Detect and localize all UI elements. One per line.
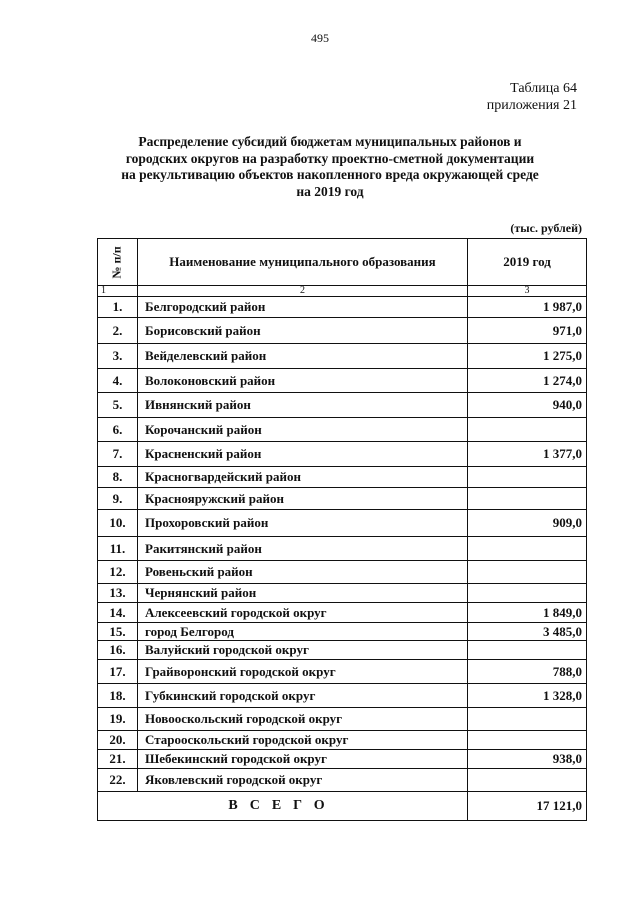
subsidy-value: 1 274,0 bbox=[468, 369, 587, 393]
subsidy-value: 1 275,0 bbox=[468, 344, 587, 369]
municipality-name: Старооскольский городской округ bbox=[138, 731, 468, 750]
table-reference bbox=[487, 80, 577, 114]
table-row bbox=[98, 369, 587, 393]
table-header-row bbox=[98, 239, 587, 286]
municipality-name: Вейделевский район bbox=[138, 344, 468, 369]
document-title bbox=[80, 134, 580, 200]
table-row bbox=[98, 731, 587, 750]
table-ref-line2: приложения 21 bbox=[486, 98, 577, 113]
municipality-name: Грайворонский городской округ bbox=[138, 660, 468, 684]
municipality-name: Ракитянский район bbox=[138, 537, 468, 561]
table-row bbox=[98, 769, 587, 792]
municipality-name: Ровеньский район bbox=[138, 561, 468, 584]
header-value: 2019 год bbox=[468, 239, 587, 286]
municipality-name: Краснояружский район bbox=[138, 488, 468, 510]
table-row bbox=[98, 344, 587, 369]
subsidy-value bbox=[468, 769, 587, 792]
row-number: 11. bbox=[98, 537, 138, 561]
column-index-row bbox=[98, 286, 587, 297]
table-row bbox=[98, 750, 587, 769]
subsidy-value: 1 849,0 bbox=[468, 603, 587, 623]
header-name: Наименование муниципального образования bbox=[138, 239, 468, 286]
title-line1: Распределение субсидий бюджетам муниципальных районов и bbox=[138, 134, 522, 149]
municipality-name: Губкинский городской округ bbox=[138, 684, 468, 708]
table-row bbox=[98, 708, 587, 731]
subsidy-value bbox=[468, 418, 587, 442]
municipality-name: Красногвардейский район bbox=[138, 467, 468, 488]
column-index: 1 bbox=[98, 286, 138, 297]
header-num: № п/п bbox=[98, 239, 138, 286]
row-number: 22. bbox=[98, 769, 138, 792]
municipality-name: Валуйский городской округ bbox=[138, 641, 468, 660]
municipality-name: Яковлевский городской округ bbox=[138, 769, 468, 792]
table-row bbox=[98, 660, 587, 684]
subsidy-value: 1 377,0 bbox=[468, 442, 587, 467]
row-number: 8. bbox=[98, 467, 138, 488]
table-row bbox=[98, 641, 587, 660]
municipality-name: Алексеевский городской округ bbox=[138, 603, 468, 623]
table-row bbox=[98, 418, 587, 442]
table-row bbox=[98, 297, 587, 318]
subsidy-value: 788,0 bbox=[468, 660, 587, 684]
row-number: 7. bbox=[98, 442, 138, 467]
column-index: 2 bbox=[138, 286, 468, 297]
row-number: 2. bbox=[98, 318, 138, 344]
subsidy-value bbox=[468, 488, 587, 510]
table-row bbox=[98, 684, 587, 708]
title-line2: городских округов на разработку проектно-сметной документации bbox=[125, 150, 535, 166]
table-row bbox=[98, 510, 587, 537]
table-row bbox=[98, 561, 587, 584]
subsidies-table bbox=[97, 238, 587, 821]
row-number: 3. bbox=[98, 344, 138, 369]
table-row bbox=[98, 318, 587, 344]
table-row bbox=[98, 584, 587, 603]
subsidy-value bbox=[468, 537, 587, 561]
subsidy-value bbox=[468, 731, 587, 750]
row-number: 4. bbox=[98, 369, 138, 393]
row-number: 21. bbox=[98, 750, 138, 769]
municipality-name: Чернянский район bbox=[138, 584, 468, 603]
table-row bbox=[98, 488, 587, 510]
row-number: 5. bbox=[98, 393, 138, 418]
table-row bbox=[98, 442, 587, 467]
table-row bbox=[98, 393, 587, 418]
row-number: 15. bbox=[98, 623, 138, 641]
municipality-name: Борисовский район bbox=[138, 318, 468, 344]
municipality-name: Прохоровский район bbox=[138, 510, 468, 537]
total-value: 17 121,0 bbox=[468, 792, 587, 821]
column-index: 3 bbox=[468, 286, 587, 297]
subsidy-value: 909,0 bbox=[468, 510, 587, 537]
row-number: 20. bbox=[98, 731, 138, 750]
total-row bbox=[98, 792, 587, 821]
row-number: 14. bbox=[98, 603, 138, 623]
row-number: 1. bbox=[98, 297, 138, 318]
municipality-name: город Белгород bbox=[138, 623, 468, 641]
row-number: 19. bbox=[98, 708, 138, 731]
subsidy-value bbox=[468, 561, 587, 584]
table-row bbox=[98, 537, 587, 561]
row-number: 12. bbox=[98, 561, 138, 584]
row-number: 16. bbox=[98, 641, 138, 660]
subsidy-value bbox=[468, 708, 587, 731]
title-line4: на 2019 год bbox=[296, 183, 364, 199]
row-number: 9. bbox=[98, 488, 138, 510]
subsidy-value: 3 485,0 bbox=[468, 623, 587, 641]
row-number: 10. bbox=[98, 510, 138, 537]
subsidy-value bbox=[468, 641, 587, 660]
municipality-name: Ивнянский район bbox=[138, 393, 468, 418]
total-label: ВСЕГО bbox=[98, 792, 468, 821]
subsidy-value: 940,0 bbox=[468, 393, 587, 418]
page-number: 495 bbox=[311, 31, 329, 45]
units-label: (тыс. рублей) bbox=[510, 221, 582, 235]
municipality-name: Шебекинский городской округ bbox=[138, 750, 468, 769]
row-number: 13. bbox=[98, 584, 138, 603]
municipality-name: Белгородский район bbox=[138, 297, 468, 318]
title-line3: на рекультивацию объектов накопленного вреда окружающей среде bbox=[121, 167, 539, 182]
row-number: 6. bbox=[98, 418, 138, 442]
row-number: 18. bbox=[98, 684, 138, 708]
municipality-name: Новооскольский городской округ bbox=[138, 708, 468, 731]
subsidy-value bbox=[468, 584, 587, 603]
table-row bbox=[98, 467, 587, 488]
table-row bbox=[98, 603, 587, 623]
subsidy-value: 971,0 bbox=[468, 318, 587, 344]
subsidy-value: 1 987,0 bbox=[468, 297, 587, 318]
municipality-name: Волоконовский район bbox=[138, 369, 468, 393]
table-ref-line1: Таблица 64 bbox=[510, 81, 577, 96]
municipality-name: Красненский район bbox=[138, 442, 468, 467]
row-number: 17. bbox=[98, 660, 138, 684]
subsidy-value: 938,0 bbox=[468, 750, 587, 769]
subsidy-value bbox=[468, 467, 587, 488]
municipality-name: Корочанский район bbox=[138, 418, 468, 442]
table-row bbox=[98, 623, 587, 641]
subsidy-value: 1 328,0 bbox=[468, 684, 587, 708]
